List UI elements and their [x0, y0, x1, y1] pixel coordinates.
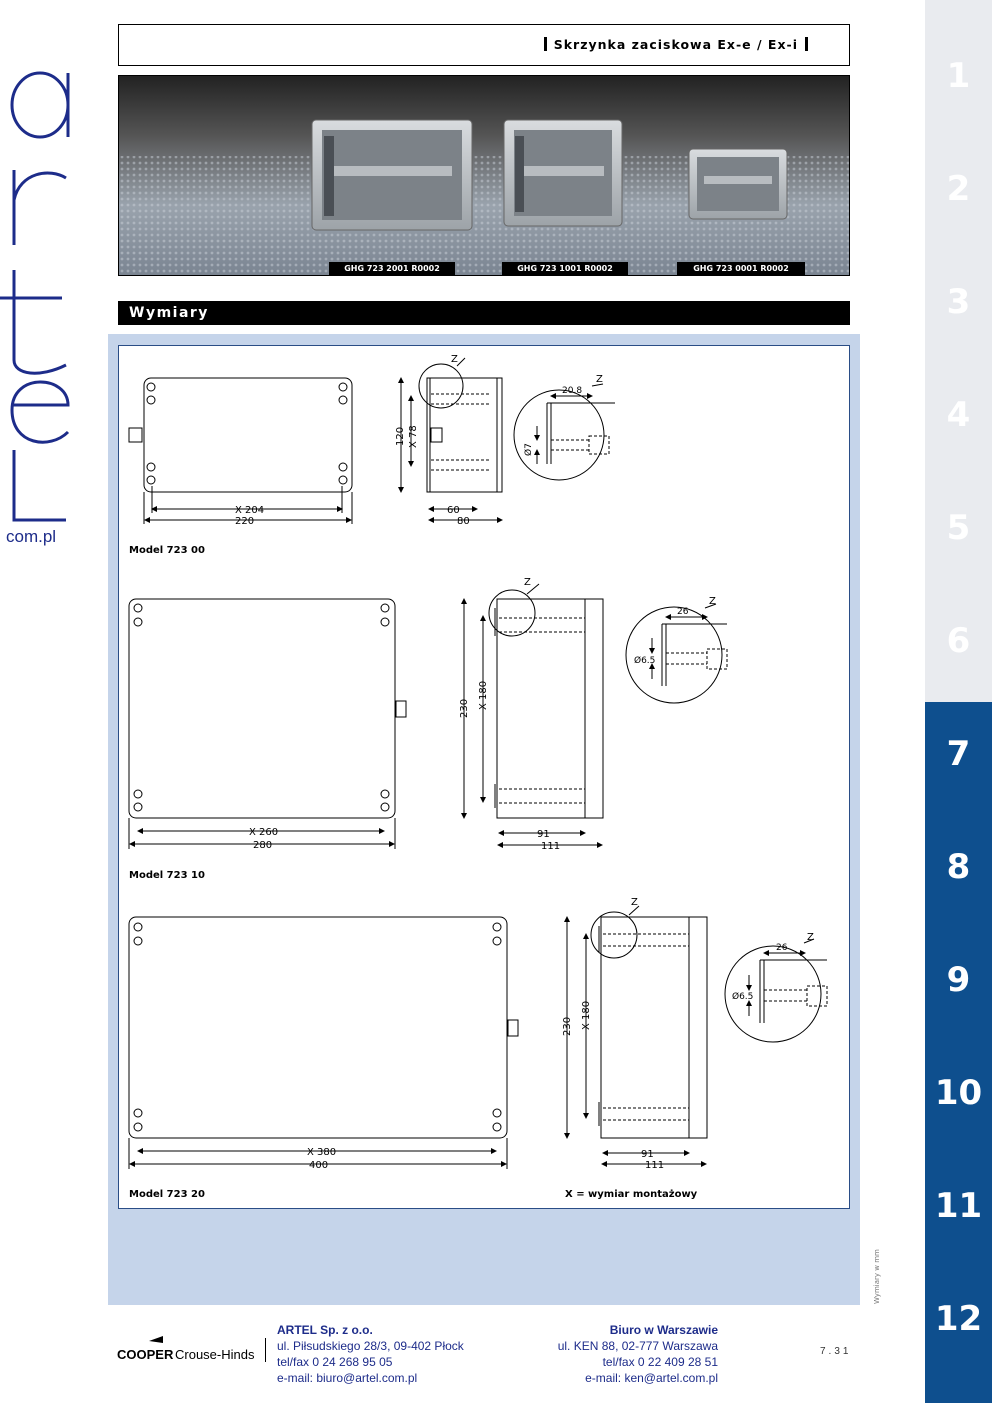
- m1-detail-dia: Ø7: [524, 443, 534, 456]
- m1-depth: 80: [457, 516, 470, 527]
- dimension-drawings: [118, 345, 850, 1209]
- rail-active-section: [925, 702, 992, 1403]
- artel-logo: [0, 60, 80, 560]
- title-bar-left: [544, 37, 547, 51]
- m2-height: 230: [459, 698, 470, 718]
- tab-10[interactable]: 10: [934, 1073, 983, 1113]
- m2-depth: 111: [541, 841, 561, 852]
- m2-width: 280: [253, 840, 273, 851]
- svg-text:Crouse-Hinds: Crouse-Hinds: [175, 1347, 255, 1362]
- m1-detail-len: 20.8: [562, 386, 583, 396]
- m1-z-detail: Z: [596, 374, 603, 385]
- m1-width-mount: X 204: [235, 505, 265, 516]
- tab-2[interactable]: 2: [946, 169, 971, 209]
- tab-11[interactable]: 11: [934, 1186, 983, 1226]
- m2-z-detail: Z: [709, 596, 716, 607]
- mount-legend: X = wymiar montażowy: [565, 1189, 698, 1200]
- office-phone: tel/fax 0 22 409 28 51: [602, 1355, 718, 1369]
- m3-depth: 111: [645, 1160, 665, 1171]
- model3-front-view: [129, 917, 518, 1169]
- model2-label: Model 723 10: [129, 870, 205, 881]
- model3-detail-z: [725, 939, 827, 1042]
- m2-z-side: Z: [524, 577, 531, 588]
- model2-front-view: [129, 599, 406, 849]
- company-email[interactable]: e-mail: biuro@artel.com.pl: [277, 1371, 418, 1385]
- company-address: [277, 1322, 464, 1386]
- header-box: [118, 24, 850, 66]
- m3-z-side: Z: [631, 897, 638, 908]
- model3-label: Model 723 20: [129, 1189, 205, 1200]
- page-title: Skrzynka zaciskowa Ex-e / Ex-i: [537, 37, 815, 52]
- model1-detail-z: [514, 384, 615, 480]
- tab-4[interactable]: 4: [946, 395, 971, 435]
- tab-1[interactable]: 1: [946, 56, 971, 96]
- model2-detail-z: [626, 604, 727, 703]
- m2-width-mount: X 260: [249, 827, 279, 838]
- office-name: Biuro w Warszawie: [609, 1323, 718, 1337]
- technical-drawing: [119, 346, 848, 1207]
- title-bar-right: [805, 37, 808, 51]
- section-title: Wymiary: [118, 301, 850, 325]
- enclosure-medium: [504, 120, 622, 226]
- tab-7[interactable]: 7: [946, 734, 971, 774]
- m3-z-detail: Z: [807, 932, 814, 943]
- m1-depth-inner: 60: [447, 505, 460, 516]
- m2-detail-len: 26: [677, 607, 689, 617]
- svg-text:Wymiary w mm: Wymiary w mm: [873, 1249, 881, 1304]
- product-photo-banner: [118, 75, 850, 276]
- model1-front-view: [129, 378, 352, 524]
- m3-detail-len: 26: [776, 943, 788, 953]
- tab-3[interactable]: 3: [946, 282, 971, 322]
- m3-height-mount: X 180: [581, 1000, 592, 1030]
- m1-height: 120: [395, 426, 406, 446]
- photo-label-2: GHG 723 1001 R0002: [502, 262, 628, 276]
- m2-height-mount: X 180: [478, 680, 489, 710]
- model2-side-view: [464, 584, 603, 845]
- tab-5[interactable]: 5: [946, 508, 971, 548]
- tab-6[interactable]: 6: [946, 621, 971, 661]
- chapter-tab-rail: [925, 0, 992, 1403]
- model1-label: Model 723 00: [129, 545, 205, 556]
- enclosure-large: [312, 120, 472, 230]
- m2-detail-dia: Ø6.5: [634, 656, 656, 666]
- cooper-logo-mark: [117, 1335, 267, 1365]
- tab-9[interactable]: 9: [946, 960, 971, 1000]
- m3-width-mount: X 380: [307, 1147, 337, 1158]
- office-address: [520, 1322, 718, 1386]
- m3-width: 400: [309, 1160, 329, 1171]
- units-note: [870, 1240, 882, 1310]
- m3-depth-inner: 91: [641, 1149, 654, 1160]
- svg-text:COOPER: COOPER: [117, 1347, 174, 1362]
- footer-separator: [265, 1338, 266, 1362]
- m3-height: 230: [562, 1016, 573, 1036]
- office-email[interactable]: e-mail: ken@artel.com.pl: [585, 1371, 718, 1385]
- company-street: ul. Piłsudskiego 28/3, 09-402 Płock: [277, 1339, 464, 1353]
- m2-depth-inner: 91: [537, 829, 550, 840]
- tab-8[interactable]: 8: [946, 847, 971, 887]
- office-street: ul. KEN 88, 02-777 Warszawa: [557, 1339, 718, 1353]
- brand-domain: com.pl: [6, 527, 57, 546]
- company-name: ARTEL Sp. z o.o.: [277, 1323, 373, 1337]
- m1-z-side: Z: [451, 354, 458, 365]
- cooper-logo: [117, 1335, 267, 1365]
- photo-label-3: GHG 723 0001 R0002: [677, 262, 805, 276]
- m1-width: 220: [235, 516, 255, 527]
- product-photo: [119, 76, 850, 276]
- enclosure-small: [689, 149, 787, 219]
- photo-label-1: GHG 723 2001 R0002: [329, 262, 455, 276]
- page-number: 7.31: [820, 1346, 852, 1357]
- m1-height-mount: X 78: [408, 425, 419, 448]
- model3-side-view: [567, 906, 707, 1164]
- tab-12[interactable]: 12: [934, 1299, 983, 1339]
- company-phone: tel/fax 0 24 268 95 05: [277, 1355, 393, 1369]
- m3-detail-dia: Ø6.5: [732, 992, 754, 1002]
